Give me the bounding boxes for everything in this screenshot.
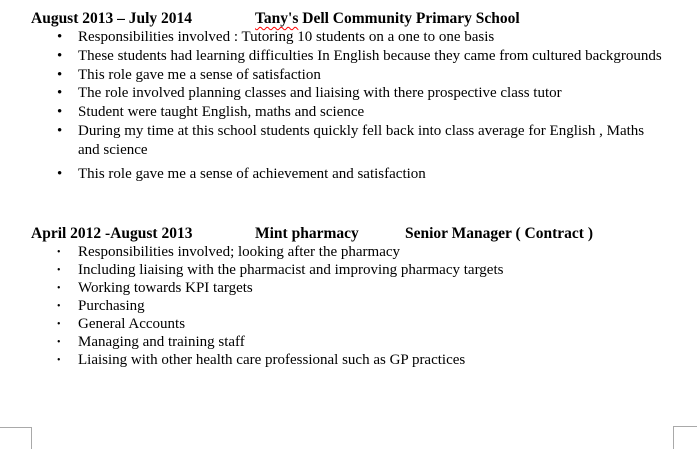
job-1-organization-rest: Dell Community Primary School <box>298 10 520 27</box>
job-heading-2 <box>31 224 697 243</box>
bullet-icon: • <box>57 355 61 367</box>
job-heading-1 <box>31 9 697 28</box>
text-boundary-mark-bottom-left-vertical <box>31 427 32 449</box>
job-2-date-range: April 2012 -August 2013 <box>31 225 193 243</box>
bullet-text: The role involved planning classes and liaising with there prospective class tutor <box>78 85 562 102</box>
bullet-icon: • <box>57 337 61 349</box>
bullet-item <box>0 297 668 315</box>
bullet-icon: • <box>57 122 63 139</box>
bullet-text: Student were taught English, maths and science <box>78 104 365 121</box>
job-1-date-range: August 2013 – July 2014 <box>31 10 193 27</box>
bullet-icon: • <box>57 247 61 259</box>
job-1-bullet-list <box>0 28 668 183</box>
bullet-icon: • <box>57 66 63 83</box>
bullet-item <box>0 47 668 66</box>
misspelled-word: Tany's <box>255 10 299 27</box>
text-boundary-mark-bottom-left-horizontal <box>0 427 32 428</box>
bullet-item <box>0 165 668 184</box>
text-boundary-mark-bottom-right-horizontal <box>673 426 697 427</box>
bullet-text: General Accounts <box>78 316 186 333</box>
bullet-icon: • <box>57 47 63 64</box>
bullet-icon: • <box>57 301 61 313</box>
bullet-item <box>0 122 668 160</box>
bullet-item <box>0 103 668 122</box>
bullet-item <box>0 279 668 297</box>
job-2-role: Senior Manager ( Contract ) <box>405 225 593 243</box>
bullet-text: During my time at this school students quickly fell back into class average for English , Maths and science <box>78 122 645 158</box>
bullet-text: Working towards KPI targets <box>78 280 253 297</box>
bullet-item <box>0 261 668 279</box>
bullet-text: Managing and training staff <box>78 334 245 351</box>
bullet-item <box>0 351 668 369</box>
bullet-text: These students had learning difficulties In English because they came from cultured backgrounds <box>78 47 662 64</box>
job-2-bullet-list <box>0 243 668 369</box>
bullet-icon: • <box>57 283 61 295</box>
bullet-item <box>0 315 668 333</box>
bullet-text: This role gave me a sense of achievement and satisfaction <box>78 165 426 182</box>
bullet-icon: • <box>57 29 63 45</box>
bullet-icon: • <box>57 319 61 331</box>
bullet-text: Purchasing <box>78 298 145 315</box>
bullet-item <box>0 66 668 85</box>
job-2-organization: Mint pharmacy <box>255 225 359 243</box>
bullet-text: Responsibilities involved; looking after the pharmacy <box>78 244 401 261</box>
job-1-organization <box>255 9 520 28</box>
bullet-icon: • <box>57 104 63 121</box>
text-boundary-mark-bottom-right-vertical <box>673 426 674 449</box>
bullet-item <box>0 28 668 47</box>
bullet-text: This role gave me a sense of satisfaction <box>78 66 321 83</box>
bullet-icon: • <box>57 165 63 182</box>
bullet-text: Liaising with other health care professional such as GP practices <box>78 352 466 369</box>
bullet-icon: • <box>57 85 63 102</box>
bullet-item <box>0 84 668 103</box>
bullet-text: Including liaising with the pharmacist and improving pharmacy targets <box>78 262 504 279</box>
bullet-text: Responsibilities involved : Tutoring 10 students on a one to one basis <box>78 29 495 45</box>
bullet-item <box>0 243 668 261</box>
bullet-icon: • <box>57 265 61 277</box>
bullet-item <box>0 333 668 351</box>
